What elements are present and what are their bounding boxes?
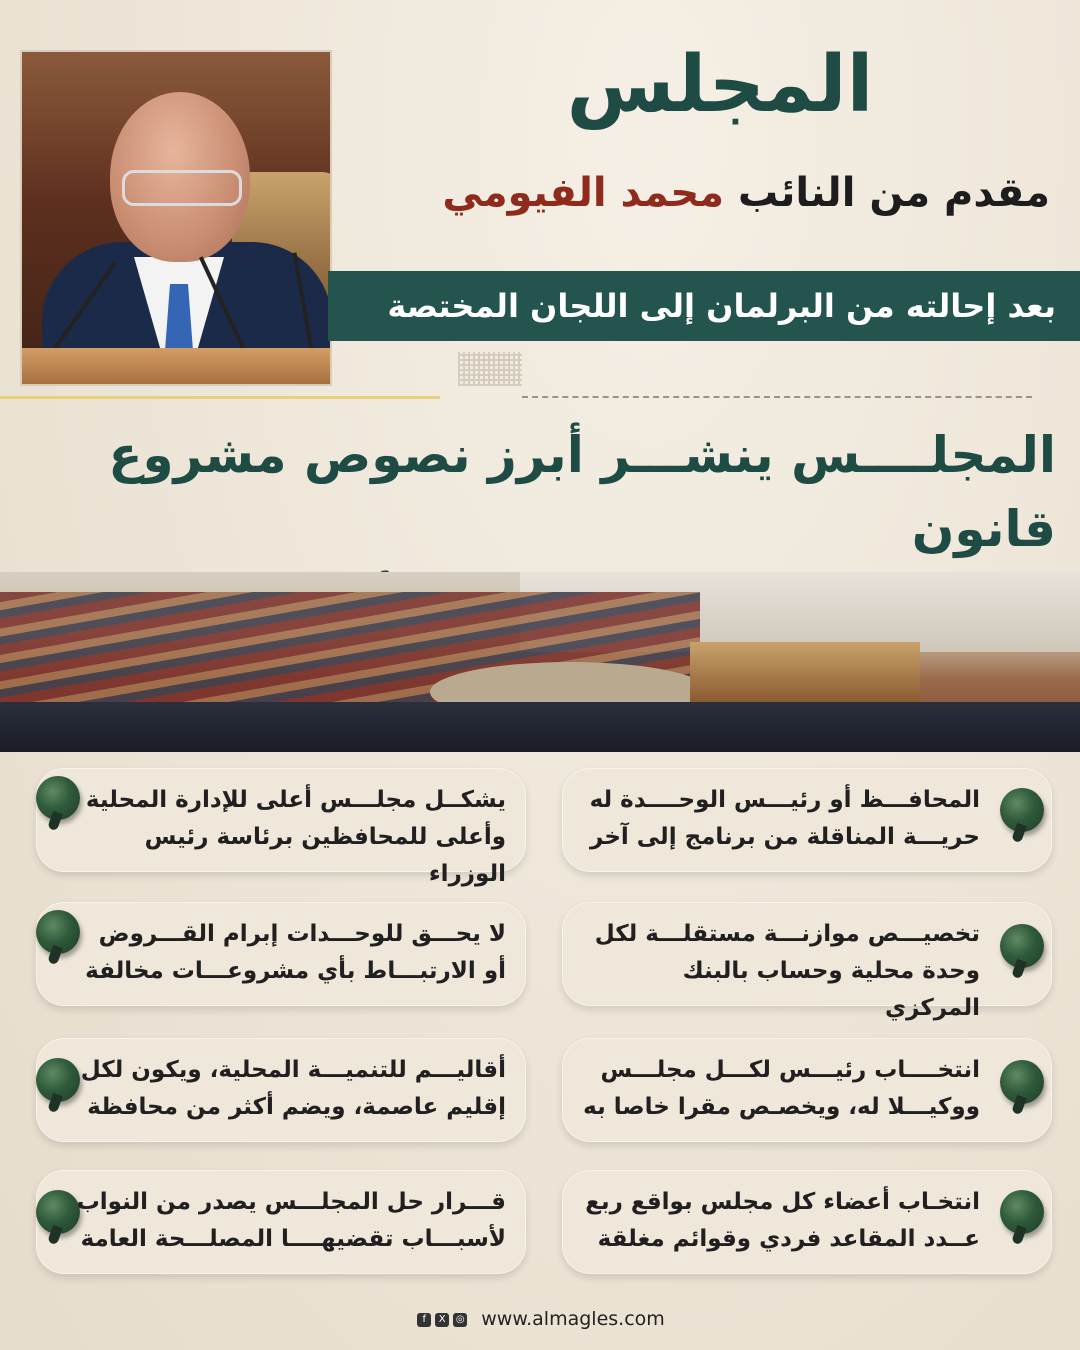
card-line: وأعلى للمحافظين برئاسة رئيس الوزراء (144, 824, 506, 887)
website-link[interactable]: www.almagles.com (481, 1308, 665, 1330)
referral-banner-text: بعد إحالته من البرلمان إلى اللجان المختصة (387, 287, 1056, 325)
card-line: انتخـاب أعضاء كل مجلس بواقع ربع (585, 1189, 980, 1215)
logo-text: المجلس (566, 40, 874, 130)
card-line: عــدد المقاعد فردي وقوائم مغلقة (597, 1226, 980, 1252)
pushpin-icon (36, 1058, 80, 1102)
card-fact-5 (562, 1038, 1052, 1142)
card-line: لا يحـــق للوحـــدات إبرام القـــروض (98, 921, 506, 947)
card-line: تخصيـــص موازنـــة مستقلـــة لكل (594, 921, 980, 947)
pushpin-icon (1000, 788, 1044, 832)
pushpin-icon (1000, 1190, 1044, 1234)
card-line: انتخــــاب رئيـــس لكـــل مجلـــس (600, 1057, 980, 1083)
card-fact-7 (562, 1170, 1052, 1274)
card-fact-2 (36, 768, 526, 887)
proposer-heading (370, 170, 1050, 216)
dotted-divider (522, 396, 1032, 398)
card-fact-4 (36, 902, 526, 1006)
card-line: أقاليـــم للتنميـــة المحلية، ويكون لكل (80, 1057, 506, 1083)
x-icon[interactable]: X (435, 1313, 449, 1327)
card-line: ووكيـــلا له، ويخصـص مقرا خاصا به (583, 1094, 980, 1120)
card-line: لأسبـــاب تقضيهــــا المصلـــحة العامة (80, 1226, 506, 1252)
parliament-hall-photo (0, 572, 1080, 752)
proposer-prefix: مقدم من النائب (737, 170, 1050, 216)
card-line: قـــرار حل المجلـــس يصدر من النواب (76, 1189, 506, 1215)
facebook-icon[interactable]: f (417, 1313, 431, 1327)
pushpin-icon (36, 776, 80, 820)
almagles-logo (560, 30, 880, 140)
card-line: أو الارتبـــاط بأي مشروعـــات مخالفة (85, 958, 506, 984)
pushpin-icon (1000, 1060, 1044, 1104)
main-title-line1: المجلــــس ينشـــر أبرز نصوص مشروع قانون (108, 426, 1056, 558)
pushpin-icon (1000, 924, 1044, 968)
card-line: يشكــل مجلـــس أعلى للإدارة المحلية (85, 787, 506, 813)
decorative-pattern (458, 352, 522, 386)
pushpin-icon (36, 1190, 80, 1234)
instagram-icon[interactable]: ◎ (453, 1313, 467, 1327)
card-line: إقليم عاصمة، ويضم أكثر من محافظة (87, 1094, 506, 1120)
card-fact-8 (36, 1170, 526, 1274)
referral-banner (328, 271, 1080, 341)
card-line: حريـــة المناقلة من برنامج إلى آخر (590, 824, 980, 850)
proposer-name: محمد الفيومي (442, 170, 725, 216)
card-line: المحافـــظ أو رئيـــس الوحــــدة له (589, 787, 980, 813)
card-fact-6 (36, 1038, 526, 1142)
social-icons (415, 1309, 469, 1331)
pushpin-icon (36, 910, 80, 954)
footer (0, 1308, 1080, 1338)
card-fact-1 (562, 768, 1052, 872)
card-fact-3 (562, 902, 1052, 1021)
card-line: وحدة محلية وحساب بالبنك المركزي (682, 958, 980, 1021)
gold-divider (0, 396, 440, 399)
mp-portrait-photo (20, 50, 332, 386)
